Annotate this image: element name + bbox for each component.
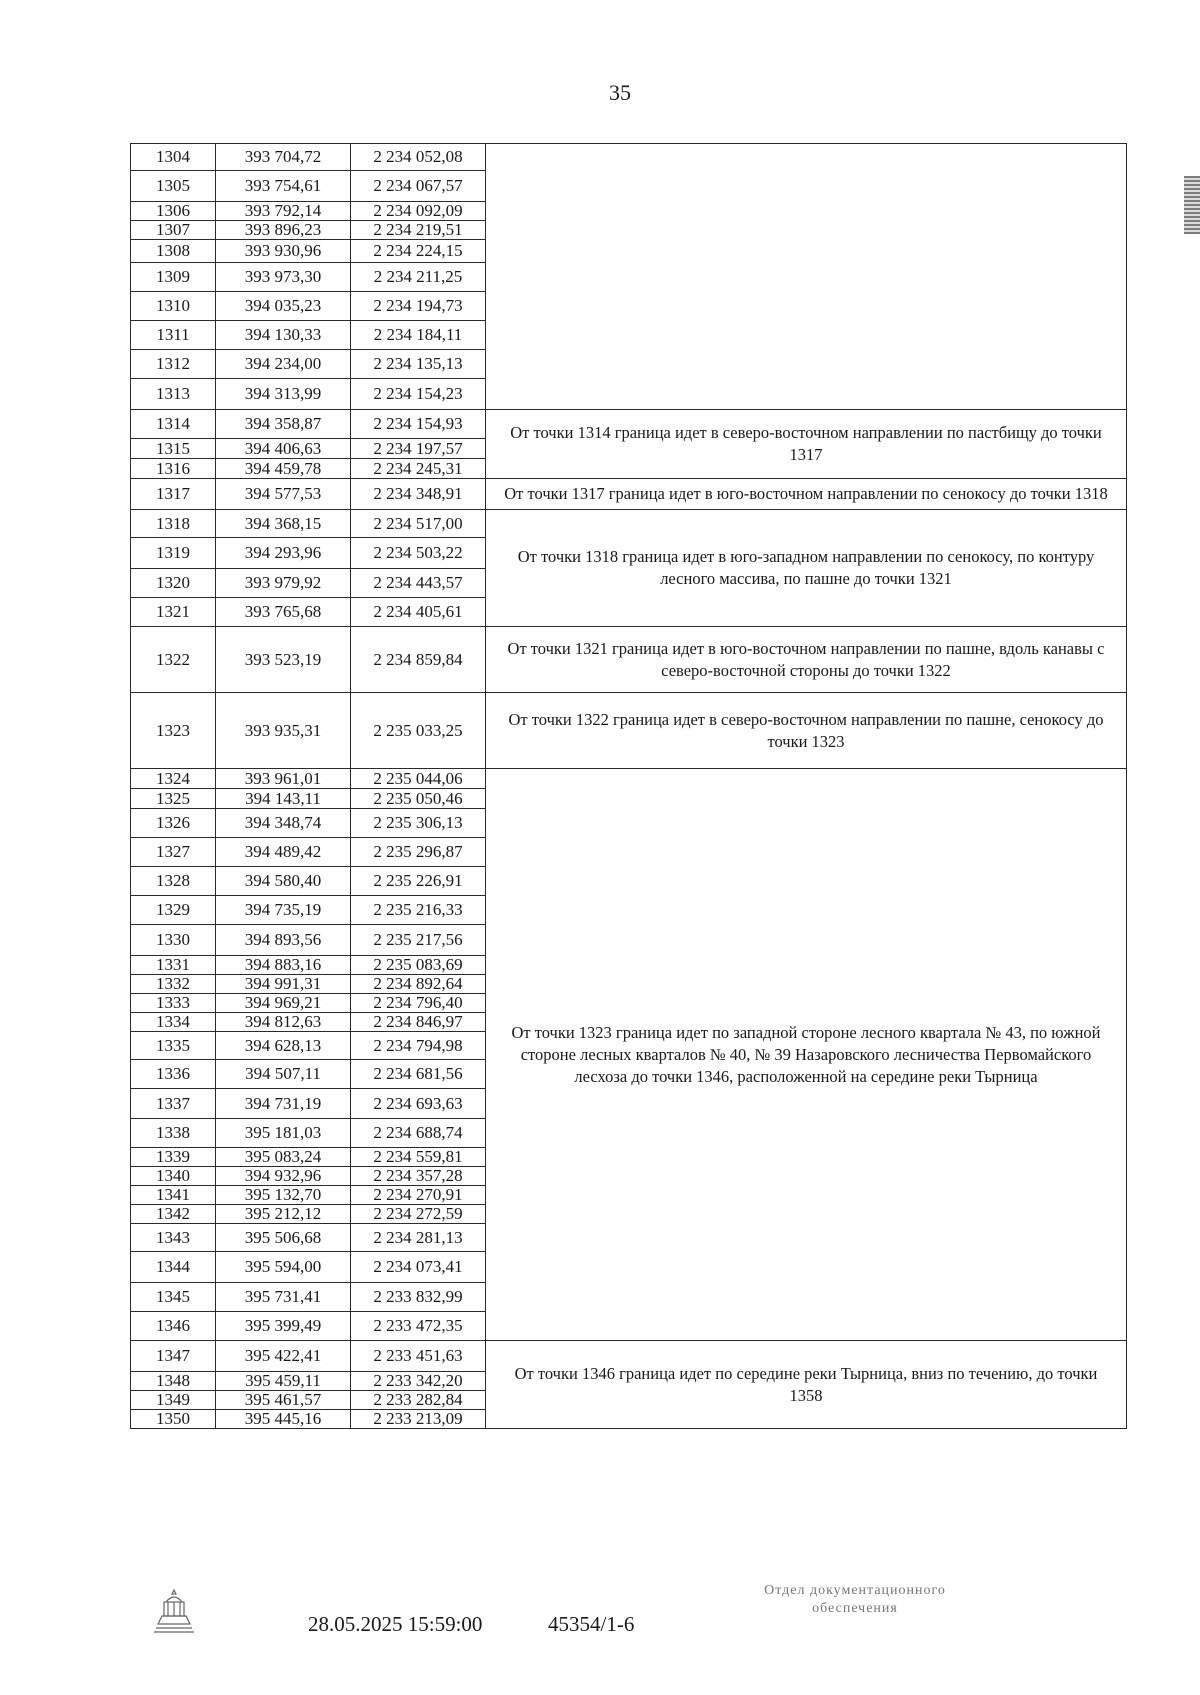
point-number-cell: 1312 — [131, 350, 216, 379]
x-coordinate-cell: 395 399,49 — [216, 1312, 351, 1341]
y-coordinate-cell: 2 234 503,22 — [351, 538, 486, 569]
y-coordinate-cell: 2 234 135,13 — [351, 350, 486, 379]
y-coordinate-cell: 2 235 226,91 — [351, 867, 486, 896]
table-body — [131, 144, 1127, 1429]
point-number-cell: 1332 — [131, 975, 216, 994]
y-coordinate-cell: 2 234 224,15 — [351, 240, 486, 263]
point-number-cell: 1306 — [131, 202, 216, 221]
table-row — [131, 693, 1127, 769]
point-number-cell: 1325 — [131, 789, 216, 809]
point-number-cell: 1313 — [131, 379, 216, 410]
x-coordinate-cell: 395 083,24 — [216, 1148, 351, 1167]
point-number-cell: 1346 — [131, 1312, 216, 1341]
x-coordinate-cell: 394 735,19 — [216, 896, 351, 925]
x-coordinate-cell: 395 422,41 — [216, 1341, 351, 1372]
x-coordinate-cell: 393 961,01 — [216, 769, 351, 789]
y-coordinate-cell: 2 234 197,57 — [351, 439, 486, 459]
emblem-icon — [152, 1588, 196, 1634]
x-coordinate-cell: 394 143,11 — [216, 789, 351, 809]
y-coordinate-cell: 2 234 154,93 — [351, 410, 486, 439]
y-coordinate-cell: 2 234 219,51 — [351, 221, 486, 240]
table-row — [131, 769, 1127, 789]
boundary-description-cell: От точки 1318 граница идет в юго-западном направлении по сенокосу, по контуру лесного массива, по пашне до точки 1321 — [486, 510, 1127, 627]
point-number-cell: 1320 — [131, 569, 216, 598]
y-coordinate-cell: 2 234 211,25 — [351, 263, 486, 292]
x-coordinate-cell: 394 507,11 — [216, 1060, 351, 1089]
point-number-cell: 1341 — [131, 1186, 216, 1205]
x-coordinate-cell: 393 765,68 — [216, 598, 351, 627]
y-coordinate-cell: 2 234 052,08 — [351, 144, 486, 171]
x-coordinate-cell: 394 293,96 — [216, 538, 351, 569]
point-number-cell: 1329 — [131, 896, 216, 925]
boundary-description-cell: От точки 1323 граница идет по западной стороне лесного квартала № 43, по южной стороне лесных кварталов № 40, № 39 Назаровского лесничества Первомайского лесхоза до точки 1346, расположенной на середине реки Тырница — [486, 769, 1127, 1341]
x-coordinate-cell: 395 181,03 — [216, 1119, 351, 1148]
point-number-cell: 1324 — [131, 769, 216, 789]
y-coordinate-cell: 2 234 846,97 — [351, 1013, 486, 1032]
y-coordinate-cell: 2 234 270,91 — [351, 1186, 486, 1205]
x-coordinate-cell: 394 883,16 — [216, 956, 351, 975]
footer-document-number: 45354/1-6 — [548, 1612, 635, 1636]
point-number-cell: 1323 — [131, 693, 216, 769]
y-coordinate-cell: 2 234 194,73 — [351, 292, 486, 321]
y-coordinate-cell: 2 233 832,99 — [351, 1283, 486, 1312]
boundary-description-cell: От точки 1346 граница идет по середине реки Тырница, вниз по течению, до точки 1358 — [486, 1341, 1127, 1429]
x-coordinate-cell: 393 930,96 — [216, 240, 351, 263]
point-number-cell: 1318 — [131, 510, 216, 538]
y-coordinate-cell: 2 235 050,46 — [351, 789, 486, 809]
point-number-cell: 1326 — [131, 809, 216, 838]
boundary-table-container — [130, 143, 1126, 1429]
scan-margin-mark — [1184, 176, 1200, 234]
point-number-cell: 1308 — [131, 240, 216, 263]
x-coordinate-cell: 395 506,68 — [216, 1224, 351, 1252]
point-number-cell: 1338 — [131, 1119, 216, 1148]
y-coordinate-cell: 2 235 033,25 — [351, 693, 486, 769]
y-coordinate-cell: 2 233 472,35 — [351, 1312, 486, 1341]
point-number-cell: 1348 — [131, 1372, 216, 1391]
y-coordinate-cell: 2 234 794,98 — [351, 1032, 486, 1060]
x-coordinate-cell: 394 130,33 — [216, 321, 351, 350]
point-number-cell: 1322 — [131, 627, 216, 693]
point-number-cell: 1317 — [131, 479, 216, 510]
point-number-cell: 1331 — [131, 956, 216, 975]
point-number-cell: 1333 — [131, 994, 216, 1013]
y-coordinate-cell: 2 234 559,81 — [351, 1148, 486, 1167]
y-coordinate-cell: 2 233 213,09 — [351, 1410, 486, 1429]
y-coordinate-cell: 2 234 892,64 — [351, 975, 486, 994]
point-number-cell: 1314 — [131, 410, 216, 439]
y-coordinate-cell: 2 234 517,00 — [351, 510, 486, 538]
boundary-description-cell: От точки 1314 граница идет в северо-восточном направлении по пастбищу до точки 1317 — [486, 410, 1127, 479]
x-coordinate-cell: 393 935,31 — [216, 693, 351, 769]
x-coordinate-cell: 393 896,23 — [216, 221, 351, 240]
point-number-cell: 1337 — [131, 1089, 216, 1119]
point-number-cell: 1349 — [131, 1391, 216, 1410]
point-number-cell: 1344 — [131, 1252, 216, 1283]
x-coordinate-cell: 394 812,63 — [216, 1013, 351, 1032]
x-coordinate-cell: 393 704,72 — [216, 144, 351, 171]
y-coordinate-cell: 2 234 796,40 — [351, 994, 486, 1013]
stamp-line-2: обеспечения — [812, 1601, 898, 1616]
y-coordinate-cell: 2 234 184,11 — [351, 321, 486, 350]
point-number-cell: 1347 — [131, 1341, 216, 1372]
table-row — [131, 627, 1127, 693]
point-number-cell: 1330 — [131, 925, 216, 956]
x-coordinate-cell: 394 358,87 — [216, 410, 351, 439]
x-coordinate-cell: 394 628,13 — [216, 1032, 351, 1060]
point-number-cell: 1342 — [131, 1205, 216, 1224]
y-coordinate-cell: 2 234 688,74 — [351, 1119, 486, 1148]
point-number-cell: 1311 — [131, 321, 216, 350]
x-coordinate-cell: 394 234,00 — [216, 350, 351, 379]
point-number-cell: 1327 — [131, 838, 216, 867]
point-number-cell: 1334 — [131, 1013, 216, 1032]
boundary-coordinates-table — [130, 143, 1127, 1429]
y-coordinate-cell: 2 235 217,56 — [351, 925, 486, 956]
x-coordinate-cell: 394 459,78 — [216, 459, 351, 479]
x-coordinate-cell: 393 973,30 — [216, 263, 351, 292]
x-coordinate-cell: 394 932,96 — [216, 1167, 351, 1186]
department-stamp — [705, 1582, 1005, 1618]
table-row — [131, 144, 1127, 171]
boundary-description-cell: От точки 1322 граница идет в северо-восточном направлении по пашне, сенокосу до точки 1323 — [486, 693, 1127, 769]
point-number-cell: 1321 — [131, 598, 216, 627]
x-coordinate-cell: 395 731,41 — [216, 1283, 351, 1312]
point-number-cell: 1307 — [131, 221, 216, 240]
table-row — [131, 479, 1127, 510]
x-coordinate-cell: 395 459,11 — [216, 1372, 351, 1391]
y-coordinate-cell: 2 234 154,23 — [351, 379, 486, 410]
y-coordinate-cell: 2 234 405,61 — [351, 598, 486, 627]
y-coordinate-cell: 2 234 357,28 — [351, 1167, 486, 1186]
x-coordinate-cell: 394 991,31 — [216, 975, 351, 994]
x-coordinate-cell: 395 212,12 — [216, 1205, 351, 1224]
table-row — [131, 410, 1127, 439]
point-number-cell: 1343 — [131, 1224, 216, 1252]
point-number-cell: 1335 — [131, 1032, 216, 1060]
y-coordinate-cell: 2 233 282,84 — [351, 1391, 486, 1410]
y-coordinate-cell: 2 234 272,59 — [351, 1205, 486, 1224]
x-coordinate-cell: 395 132,70 — [216, 1186, 351, 1205]
x-coordinate-cell: 393 792,14 — [216, 202, 351, 221]
point-number-cell: 1350 — [131, 1410, 216, 1429]
y-coordinate-cell: 2 235 044,06 — [351, 769, 486, 789]
x-coordinate-cell: 393 523,19 — [216, 627, 351, 693]
x-coordinate-cell: 394 035,23 — [216, 292, 351, 321]
x-coordinate-cell: 394 580,40 — [216, 867, 351, 896]
x-coordinate-cell: 394 313,99 — [216, 379, 351, 410]
y-coordinate-cell: 2 234 245,31 — [351, 459, 486, 479]
y-coordinate-cell: 2 234 092,09 — [351, 202, 486, 221]
y-coordinate-cell: 2 233 451,63 — [351, 1341, 486, 1372]
y-coordinate-cell: 2 234 067,57 — [351, 171, 486, 202]
x-coordinate-cell: 394 368,15 — [216, 510, 351, 538]
x-coordinate-cell: 394 489,42 — [216, 838, 351, 867]
point-number-cell: 1315 — [131, 439, 216, 459]
y-coordinate-cell: 2 234 693,63 — [351, 1089, 486, 1119]
y-coordinate-cell: 2 234 859,84 — [351, 627, 486, 693]
y-coordinate-cell: 2 235 083,69 — [351, 956, 486, 975]
y-coordinate-cell: 2 233 342,20 — [351, 1372, 486, 1391]
boundary-description-cell: От точки 1321 граница идет в юго-восточном направлении по пашне, вдоль канавы с северо-восточной стороны до точки 1322 — [486, 627, 1127, 693]
x-coordinate-cell: 395 594,00 — [216, 1252, 351, 1283]
point-number-cell: 1304 — [131, 144, 216, 171]
point-number-cell: 1328 — [131, 867, 216, 896]
table-row — [131, 510, 1127, 538]
x-coordinate-cell: 395 461,57 — [216, 1391, 351, 1410]
point-number-cell: 1309 — [131, 263, 216, 292]
point-number-cell: 1319 — [131, 538, 216, 569]
boundary-description-cell: От точки 1317 граница идет в юго-восточном направлении по сенокосу до точки 1318 — [486, 479, 1127, 510]
point-number-cell: 1336 — [131, 1060, 216, 1089]
x-coordinate-cell: 395 445,16 — [216, 1410, 351, 1429]
x-coordinate-cell: 394 406,63 — [216, 439, 351, 459]
page-number: 35 — [609, 80, 631, 105]
x-coordinate-cell: 394 577,53 — [216, 479, 351, 510]
boundary-description-cell — [486, 144, 1127, 410]
point-number-cell: 1310 — [131, 292, 216, 321]
x-coordinate-cell: 393 979,92 — [216, 569, 351, 598]
footer-timestamp: 28.05.2025 15:59:00 — [308, 1612, 483, 1636]
point-number-cell: 1316 — [131, 459, 216, 479]
x-coordinate-cell: 394 893,56 — [216, 925, 351, 956]
y-coordinate-cell: 2 234 348,91 — [351, 479, 486, 510]
point-number-cell: 1340 — [131, 1167, 216, 1186]
y-coordinate-cell: 2 234 443,57 — [351, 569, 486, 598]
y-coordinate-cell: 2 235 216,33 — [351, 896, 486, 925]
y-coordinate-cell: 2 234 681,56 — [351, 1060, 486, 1089]
stamp-line-1: Отдел документационного — [764, 1583, 946, 1598]
x-coordinate-cell: 394 731,19 — [216, 1089, 351, 1119]
y-coordinate-cell: 2 234 281,13 — [351, 1224, 486, 1252]
point-number-cell: 1305 — [131, 171, 216, 202]
y-coordinate-cell: 2 235 296,87 — [351, 838, 486, 867]
y-coordinate-cell: 2 234 073,41 — [351, 1252, 486, 1283]
point-number-cell: 1345 — [131, 1283, 216, 1312]
x-coordinate-cell: 394 969,21 — [216, 994, 351, 1013]
y-coordinate-cell: 2 235 306,13 — [351, 809, 486, 838]
x-coordinate-cell: 393 754,61 — [216, 171, 351, 202]
point-number-cell: 1339 — [131, 1148, 216, 1167]
x-coordinate-cell: 394 348,74 — [216, 809, 351, 838]
table-row — [131, 1341, 1127, 1372]
